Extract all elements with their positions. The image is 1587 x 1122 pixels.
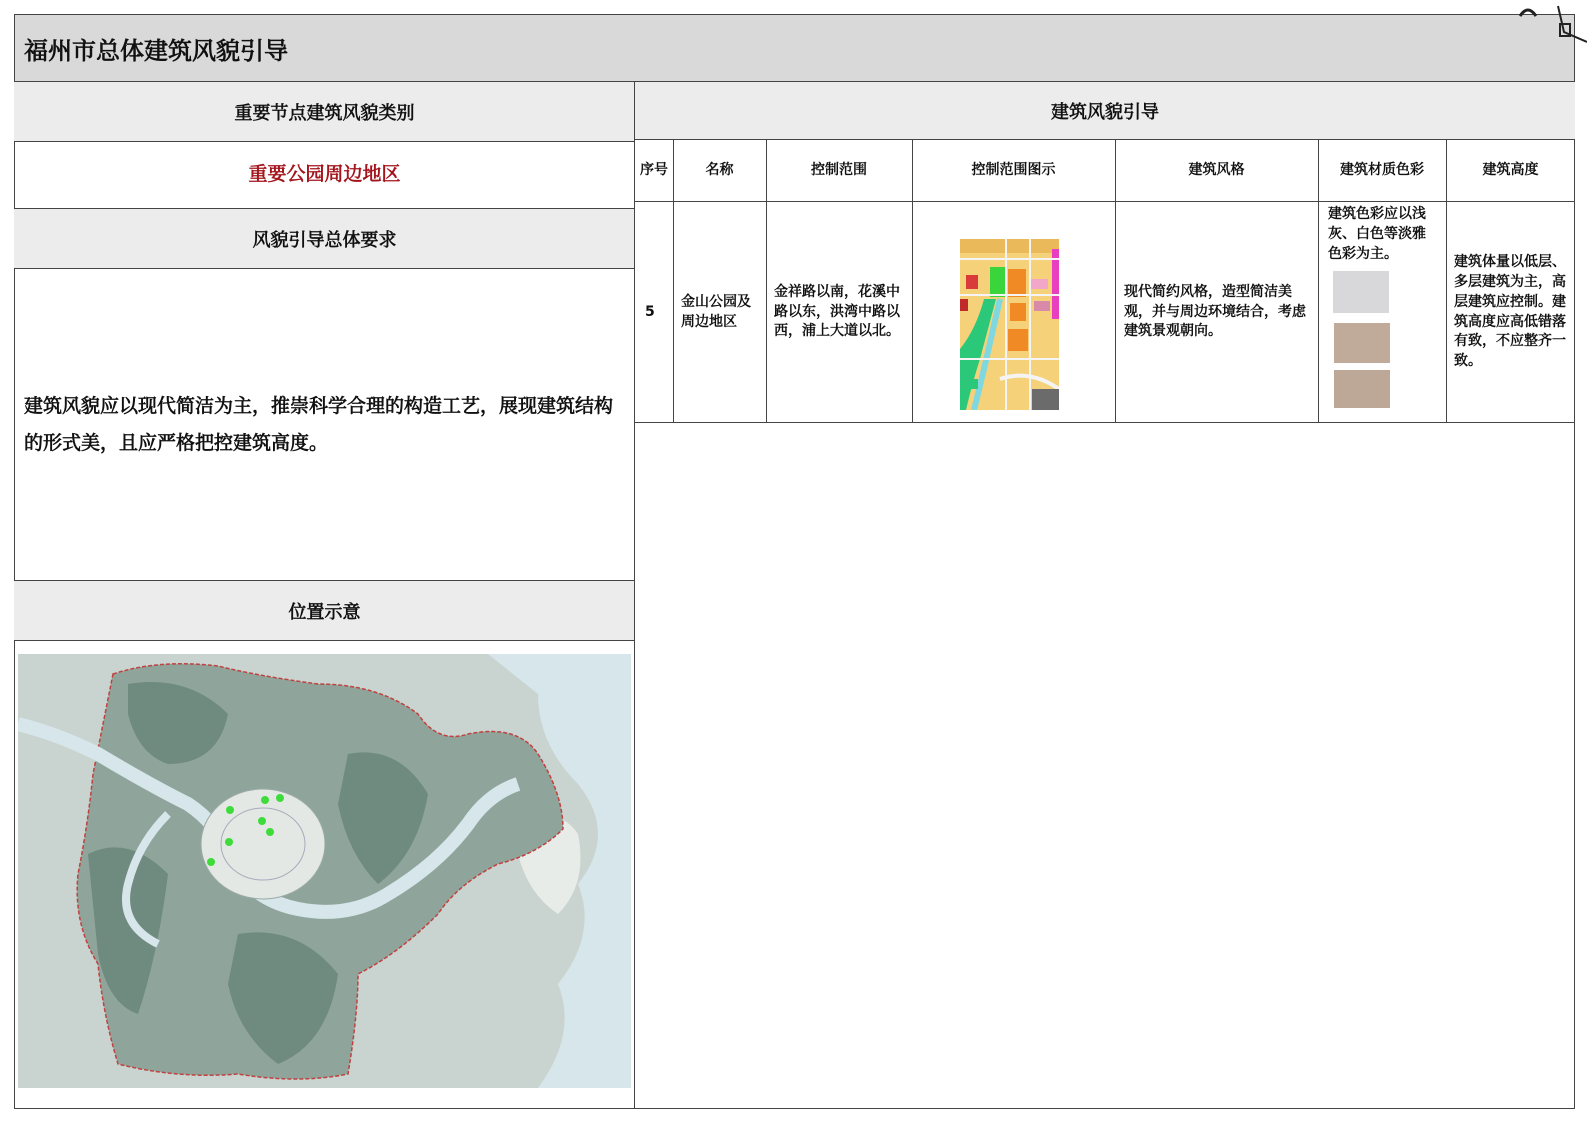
requirements-text: 建筑风貌应以现代简洁为主，推崇科学合理的构造工艺，展现建筑结构的形式美，且应严格把控建筑高度。 [24, 395, 614, 454]
col-header-range [766, 140, 912, 202]
row-height [1446, 202, 1575, 423]
marker-5 [266, 828, 274, 836]
col-header-name-text: 名称 [705, 161, 734, 178]
document-corner-icon [1510, 2, 1587, 50]
marker-2 [261, 796, 269, 804]
col-header-style [1115, 140, 1318, 202]
location-map [18, 654, 631, 1088]
category-header-text: 重要节点建筑风貌类别 [234, 102, 415, 124]
location-header-text: 位置示意 [288, 601, 361, 623]
grid-v6 [1446, 140, 1447, 423]
guidance-header-text: 建筑风貌引导 [1051, 101, 1159, 123]
marker-6 [225, 838, 233, 846]
col-header-material [1318, 140, 1446, 202]
row-name-text: 金山公园及周边地区 [681, 293, 751, 330]
category-value [14, 142, 635, 209]
marker-1 [226, 806, 234, 814]
row-material-text: 建筑色彩应以浅灰、白色等淡雅色彩为主。 [1328, 206, 1426, 262]
col-header-name [673, 140, 766, 202]
range-map-thumbnail [960, 239, 1059, 410]
grid-v5 [1318, 140, 1319, 423]
row-range-text: 金祥路以南，花溪中路以东，洪湾中路以西，浦上大道以北。 [774, 283, 900, 340]
color-swatch-beige-1 [1334, 323, 1390, 363]
grid-v3 [912, 140, 913, 423]
page-title-text: 福州市总体建筑风貌引导 [24, 36, 288, 65]
row-height-text: 建筑体量以低层、多层建筑为主，高层建筑应控制。建筑高度应高低错落有致，不应整齐一致。 [1454, 253, 1566, 370]
col-header-range-map-text: 控制范围图示 [971, 161, 1056, 178]
marker-3 [276, 794, 284, 802]
page-title [14, 14, 1575, 82]
requirements-body [14, 269, 635, 581]
row-name [673, 202, 766, 423]
col-header-material-text: 建筑材质色彩 [1340, 161, 1424, 178]
col-header-range-map [912, 140, 1115, 202]
guidance-header [635, 82, 1575, 140]
category-header [14, 82, 635, 142]
col-header-index-text: 序号 [640, 161, 668, 178]
marker-7 [207, 858, 215, 866]
row-style [1115, 202, 1318, 423]
col-header-range-text: 控制范围 [811, 161, 867, 178]
category-value-text: 重要公园周边地区 [248, 163, 401, 186]
grid-v1 [673, 140, 674, 423]
grid-h-bottom [635, 422, 1575, 423]
col-header-height-text: 建筑高度 [1482, 161, 1539, 178]
col-header-index [635, 140, 673, 202]
marker-4 [258, 817, 266, 825]
row-index [635, 202, 673, 423]
color-swatch-beige-2 [1334, 370, 1390, 408]
requirements-header [14, 209, 635, 269]
col-header-height [1446, 140, 1575, 202]
row-style-text: 现代简约风格，造型简洁美观，并与周边环境结合，考虑建筑景观朝向。 [1124, 283, 1306, 340]
row-index-text: 5 [645, 303, 655, 320]
col-header-style-text: 建筑风格 [1188, 161, 1245, 178]
row-range [766, 202, 912, 423]
location-header [14, 581, 635, 641]
grid-v4 [1115, 140, 1116, 423]
grid-v2 [766, 140, 767, 423]
color-swatch-light-grey [1333, 271, 1389, 313]
requirements-header-text: 风貌引导总体要求 [252, 229, 397, 251]
